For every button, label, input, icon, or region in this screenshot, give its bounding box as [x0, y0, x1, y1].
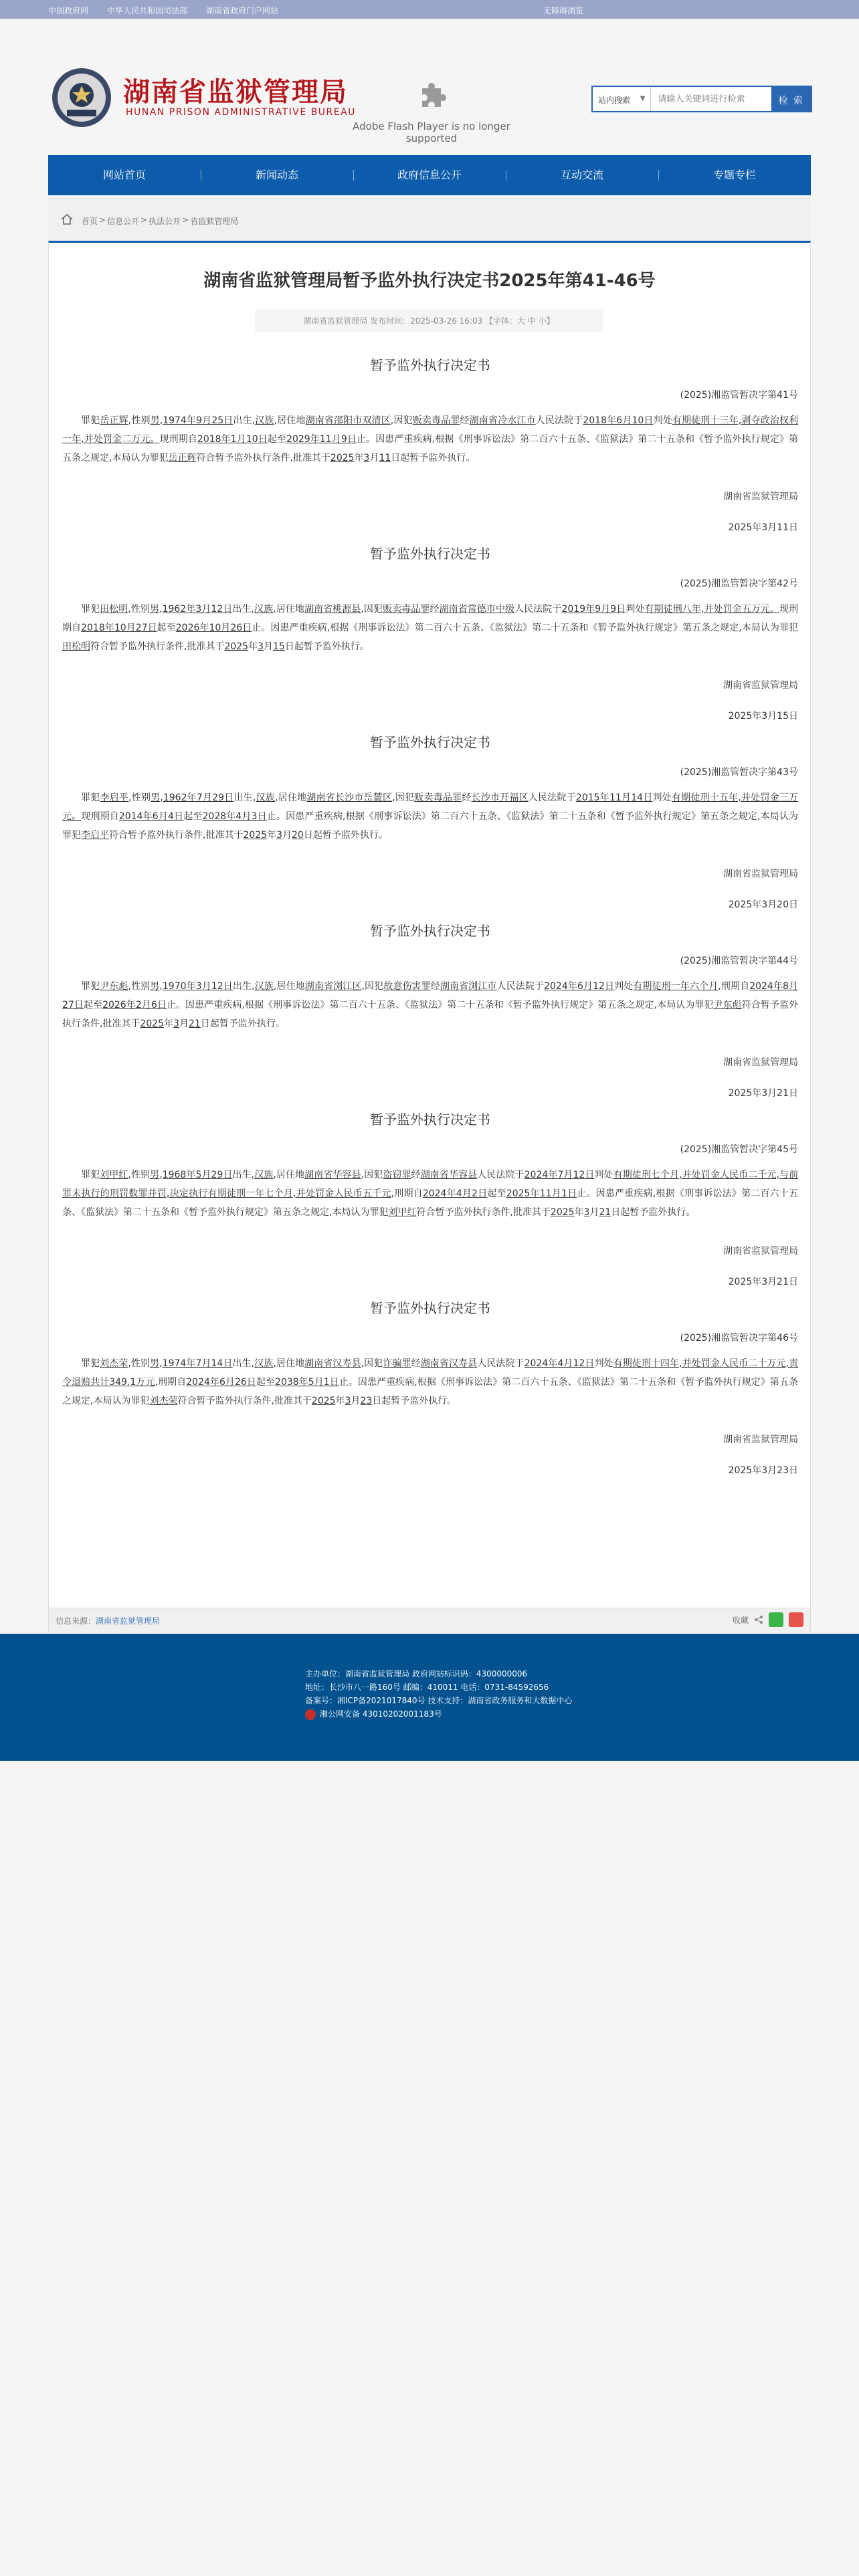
- decision-text-part: 经: [411, 1358, 421, 1369]
- decision-block: [62, 355, 798, 537]
- decision-field: 2024年4月12日: [524, 1358, 595, 1369]
- decision-text-part: 年: [267, 830, 277, 841]
- decision-number: (2025)湘监管暂决字第44号: [680, 956, 798, 966]
- decision-field: 3: [276, 830, 283, 841]
- decision-field: 湖南省长沙市岳麓区: [306, 792, 393, 803]
- decision-text-part: 日起暂予监外执行。: [391, 453, 476, 463]
- decision-field: 男: [150, 1170, 160, 1180]
- decision-field: 21: [189, 1018, 201, 1029]
- decision-number: (2025)湘监管暂决字第42号: [680, 578, 798, 589]
- decision-field: 21: [599, 1207, 611, 1218]
- decision-text-part: ,性别: [128, 415, 151, 426]
- decision-text-part: 止。因患严重疾病,根据《刑事诉讼法》第二百六十五条、《监狱法》第二十五条和《暂予监外执行规定》第五条之规定,本局认为罪犯: [62, 434, 799, 463]
- decision-field: 2018年1月10日: [197, 434, 268, 445]
- article: [48, 241, 811, 1632]
- decision-text-part: 经: [462, 792, 472, 803]
- decision-field: 2018年6月10日: [583, 415, 654, 426]
- decision-text-part: 起至: [256, 1377, 276, 1388]
- decision-text-part: 止。因患严重疾病,根据《刑事诉讼法》第二百六十五条、《监狱法》第二十五条和《暂予监外执行规定》第五条之规定,本局认为罪犯: [62, 811, 799, 841]
- decision-field: 2026年10月26日: [175, 623, 252, 633]
- decision-field: 刘杰荣: [149, 1396, 178, 1406]
- decision-field: 2028年4月3日: [202, 811, 267, 822]
- decision-text-part: 符合暂予监外执行条件,批准其于: [177, 1396, 312, 1406]
- decision-field: 有期徒刑七个月,并处罚金人民币二千元,与前罪未执行的刑罚数罪并罚,决定执行有期徒刑一年七个月,并处罚金人民币五千元: [62, 1170, 799, 1199]
- decision-field: 湖南省汉寿县: [420, 1358, 478, 1369]
- decision-text-part: 月: [282, 830, 292, 841]
- search-input[interactable]: [651, 87, 771, 111]
- decision-field: 2025年11月1日: [506, 1188, 577, 1199]
- decision-signer: 湖南省监狱管理局: [723, 492, 798, 502]
- info-source-link[interactable]: 湖南省监狱管理局: [96, 1616, 161, 1626]
- decision-field: 23: [360, 1396, 373, 1406]
- decision-number: (2025)湘监管暂决字第43号: [680, 767, 798, 778]
- decision-heading: 暂予监外执行决定书: [370, 1111, 490, 1128]
- decision-text-part: 年: [164, 1018, 174, 1029]
- decision-field: 2025: [311, 1396, 336, 1406]
- decision-field: 诈骗罪: [383, 1358, 411, 1369]
- decision-field: 20: [292, 830, 304, 841]
- decision-text-part: ,因犯: [361, 1358, 383, 1369]
- decision-field: 2025: [224, 641, 249, 652]
- decision-field: 有期徒刑一年六个月: [633, 981, 719, 992]
- decision-text-part: ,居住地: [273, 1358, 305, 1369]
- decision-text-part: 起至: [267, 434, 287, 445]
- decision-field: 1968年5月29日: [162, 1170, 233, 1180]
- decision-text-part: 人民法院于: [514, 604, 562, 615]
- decision-field: 湖南省浏江区: [304, 981, 362, 992]
- wechat-share-icon[interactable]: [769, 1612, 783, 1627]
- decision-field: 2025: [330, 453, 355, 463]
- article-body: [62, 355, 798, 1487]
- decision-text-part: 止。因患严重疾病,根据《刑事诉讼法》第二百六十五条、《监狱法》第二十五条和《暂予监外执行规定》第五条之规定,本局认为罪犯: [166, 1000, 714, 1010]
- decision-text-part: 罪犯: [81, 415, 100, 426]
- decision-field: 男: [150, 604, 160, 615]
- top-bar: [0, 0, 859, 19]
- footer-police-record[interactable]: 湘公网安备 43010202001183号: [305, 1707, 572, 1721]
- weibo-share-icon[interactable]: [789, 1612, 803, 1627]
- decision-text-part: 判处: [594, 1358, 613, 1369]
- decision-field: 2024年6月26日: [186, 1377, 256, 1388]
- decision-text-part: 出生,: [232, 1170, 255, 1180]
- decision-heading: 暂予监外执行决定书: [370, 357, 490, 373]
- decision-text-part: ,居住地: [273, 981, 305, 992]
- decision-field: 3: [173, 1018, 180, 1029]
- decision-field: 男: [150, 415, 160, 426]
- decision-text-part: 月: [589, 1207, 599, 1218]
- decision-field: 故意伤害罪: [383, 981, 431, 992]
- decision-text-part: 出生,: [232, 981, 255, 992]
- decision-text-part: 现刑期自: [81, 811, 119, 822]
- footer-info: [305, 1667, 572, 1721]
- nav-item-interaction[interactable]: 互动交流: [506, 155, 658, 195]
- site-title-en: HUNAN PRISON ADMINISTRATIVE BUREAU: [126, 107, 356, 118]
- decision-text-part: 经: [430, 604, 440, 615]
- article-title: 湖南省监狱管理局暂予监外执行决定书2025年第41-46号: [203, 271, 656, 291]
- breadcrumb-path: 首页 > 信息公开 > 执法公开 > 省监狱管理局: [82, 215, 239, 226]
- nav-item-gov-info[interactable]: 政府信息公开: [353, 155, 506, 195]
- decision-block: [62, 544, 798, 726]
- decision-field: 长沙市开福区: [471, 792, 529, 803]
- breadcrumb-info[interactable]: 信息公开: [107, 217, 140, 226]
- decision-field: 1962年3月12日: [162, 604, 233, 615]
- decision-heading: 暂予监外执行决定书: [370, 923, 490, 939]
- info-source-label: 信息来源：: [56, 1616, 96, 1626]
- decision-text-part: 判处: [652, 792, 672, 803]
- article-footer: [49, 1608, 810, 1632]
- decision-text-part: 起至: [487, 1188, 506, 1199]
- decision-text-part: 人民法院于: [477, 1170, 524, 1180]
- decision-field: 1974年7月14日: [162, 1358, 233, 1369]
- decision-text-part: 经: [411, 1170, 421, 1180]
- decision-text-part: 判处: [594, 1170, 613, 1180]
- home-icon[interactable]: [60, 213, 74, 225]
- decision-text-part: 符合暂予监外执行条件,批准其于: [416, 1207, 551, 1218]
- decision-text-part: ,: [159, 415, 163, 426]
- decision-field: 1962年7月29日: [163, 792, 234, 803]
- decision-text-part: 符合暂予监外执行条件,批准其于: [196, 453, 330, 463]
- decision-field: 湖南省桃源县: [304, 604, 361, 615]
- decision-text-part: ,: [159, 981, 163, 992]
- decision-text-part: 判处: [653, 415, 672, 426]
- flash-text: Adobe Flash Player is no longer supported: [353, 120, 510, 144]
- decision-text-part: 日起暂予监外执行。: [200, 1018, 285, 1029]
- decision-text-part: ,: [159, 604, 163, 615]
- decision-text-part: 年: [354, 453, 364, 463]
- decision-field: 2019年9月9日: [561, 604, 626, 615]
- decision-field: 贩卖毒品罪: [412, 415, 460, 426]
- main-nav: [48, 155, 811, 195]
- decision-text-part: ,因犯: [361, 981, 384, 992]
- decision-text-part: ,性别: [128, 604, 151, 615]
- decision-field: 2025: [140, 1018, 165, 1029]
- decision-text-part: ,性别: [128, 792, 151, 803]
- decision-field: 汉族: [254, 604, 274, 615]
- decision-field: 男: [150, 1358, 160, 1369]
- police-emblem-icon[interactable]: [50, 66, 114, 130]
- decision-number: (2025)湘监管暂决字第45号: [680, 1144, 798, 1155]
- decision-signer: 湖南省监狱管理局: [723, 869, 798, 879]
- decision-number: (2025)湘监管暂决字第46号: [680, 1333, 798, 1344]
- decision-text: [62, 977, 798, 1033]
- police-badge-icon: [305, 1709, 316, 1720]
- decision-text-part: 止。因患严重疾病,根据《刑事诉讼法》第二百六十五条、《监狱法》第二十五条和《暂予监外执行规定》第五条之规定,本局认为罪犯: [62, 1377, 798, 1406]
- decision-text: [62, 411, 798, 467]
- decision-text-part: ,因犯: [361, 604, 383, 615]
- decision-field: 刘杰荣: [100, 1358, 128, 1369]
- decision-text-part: 判处: [614, 981, 634, 992]
- decision-text-part: 日起暂予监外执行。: [303, 830, 388, 841]
- decision-text-part: 人民法院于: [535, 415, 583, 426]
- decision-block: [62, 1109, 798, 1291]
- decision-text-part: 人民法院于: [477, 1358, 524, 1369]
- decision-text: [62, 1354, 798, 1410]
- decision-text-part: 年: [248, 641, 258, 652]
- decision-field: 湖南省汉寿县: [304, 1358, 361, 1369]
- decision-field: 2024年7月12日: [524, 1170, 595, 1180]
- favorite-button[interactable]: 收藏: [732, 1615, 749, 1625]
- decision-field: 汉族: [255, 415, 274, 426]
- decision-text-part: ,性别: [128, 1358, 151, 1369]
- decision-field: 湖南省华容县: [420, 1170, 478, 1180]
- decision-field: 有期徒刑十四年,并处罚金人民币二十万元,责令退赔共计349.1万元: [62, 1358, 799, 1388]
- decision-text-part: ,性别: [128, 981, 151, 992]
- decision-field: 贩卖毒品罪: [414, 792, 462, 803]
- decision-text-part: 月: [351, 1396, 361, 1406]
- decision-text-part: 经: [430, 981, 440, 992]
- decision-field: 2029年11月9日: [286, 434, 357, 445]
- decision-text-part: 现刑期自: [159, 434, 197, 445]
- footer-host: 主办单位：湖南省监狱管理局 政府网站标识码：4300000006: [305, 1669, 528, 1679]
- decision-date: 2025年3月21日: [728, 1277, 798, 1287]
- breadcrumb-bureau[interactable]: 省监狱管理局: [190, 217, 239, 226]
- decision-field: 2025: [243, 830, 268, 841]
- decision-field: 岳正辉: [100, 415, 128, 426]
- top-link-hunan[interactable]: 湖南省政府门户网站: [206, 6, 279, 15]
- decision-text-part: 罪犯: [81, 1358, 100, 1369]
- decision-field: 1974年9月25日: [163, 415, 233, 426]
- decision-block: [62, 921, 798, 1103]
- decision-text-part: ,居住地: [273, 1170, 305, 1180]
- site-header: [0, 19, 859, 155]
- decision-text-part: ,居住地: [274, 792, 307, 803]
- decision-text-part: 止。因患严重疾病,根据《刑事诉讼法》第二百六十五条、《监狱法》第二十五条和《暂予监外执行规定》第五条之规定,本局认为罪犯: [252, 623, 799, 633]
- share-bar: [733, 1612, 803, 1627]
- decision-text-part: ,居住地: [273, 604, 304, 615]
- decision-field: 2015年11月14日: [575, 792, 653, 803]
- info-source: [56, 1615, 160, 1626]
- decision-text-part: 符合暂予监外执行条件,批准其于: [109, 830, 244, 841]
- decision-text-part: ,: [160, 792, 163, 803]
- plugin-puzzle-icon: [415, 79, 448, 111]
- decision-field: 男: [151, 792, 161, 803]
- decision-field: 有期徒刑十五年,并处罚金三万元。: [62, 792, 799, 822]
- footer-icp[interactable]: 备案号：湘ICP备2021017840号 技术支持：湖南省政务服务和大数据中心: [305, 1696, 573, 1705]
- decision-text-part: 罪犯: [81, 604, 100, 615]
- search-scope-select[interactable]: [593, 87, 651, 111]
- decision-field: 2026年2月6日: [102, 1000, 167, 1010]
- decision-block: [62, 1298, 798, 1480]
- nav-item-home[interactable]: 网站首页: [102, 169, 146, 181]
- decision-text: [62, 600, 798, 656]
- decision-field: 湖南省常德市中级: [439, 604, 515, 615]
- decision-field: 2014年6月4日: [118, 811, 184, 822]
- site-title-cn[interactable]: 湖南省监狱管理局: [123, 76, 348, 108]
- decision-field: 贩卖毒品罪: [383, 604, 430, 615]
- decision-heading: 暂予监外执行决定书: [370, 734, 490, 750]
- decision-field: 汉族: [254, 1170, 274, 1180]
- decision-text-part: 止。因患严重疾病,根据《刑事诉讼法》第二百六十五条、《监狱法》第二十五条和《暂予监外执行规定》第五条之规定,本局认为罪犯: [62, 1188, 799, 1218]
- decision-field: 2025: [550, 1207, 575, 1218]
- decision-field: 男: [150, 981, 160, 992]
- decision-field: 3: [583, 1207, 590, 1218]
- decision-text-part: 年: [335, 1396, 345, 1406]
- decision-signer: 湖南省监狱管理局: [723, 1434, 798, 1445]
- decision-signer: 湖南省监狱管理局: [723, 1057, 798, 1068]
- decision-text-part: 人民法院于: [496, 981, 545, 992]
- decision-field: 刘甲红: [388, 1207, 417, 1218]
- decision-field: 刘甲红: [100, 1170, 128, 1180]
- decision-text: [62, 1166, 798, 1222]
- decision-field: 田松明: [62, 641, 90, 652]
- flash-placeholder: [335, 79, 529, 144]
- decision-signer: 湖南省监狱管理局: [723, 680, 798, 691]
- decision-field: 李启平: [100, 792, 129, 803]
- decision-text-part: 罪犯: [81, 792, 100, 803]
- share-icon[interactable]: [754, 1615, 763, 1624]
- search-button[interactable]: 检 索: [771, 87, 811, 111]
- decision-date: 2025年3月15日: [728, 711, 798, 722]
- search-scope-label: 站内搜索: [598, 96, 631, 105]
- decision-date: 2025年3月11日: [728, 522, 798, 533]
- top-links: [48, 5, 278, 16]
- decision-field: 湖南省邵阳市双清区: [305, 415, 391, 426]
- decision-field: 2024年8月27日: [62, 981, 799, 1010]
- decision-block: [62, 732, 798, 914]
- decision-field: 湖南省浏江市: [440, 981, 497, 992]
- decision-text-part: 出生,: [232, 1358, 255, 1369]
- decision-field: 湖南省华容县: [304, 1170, 361, 1180]
- decision-text-part: 人民法院于: [528, 792, 576, 803]
- decision-field: 汉族: [254, 981, 274, 992]
- decision-text-part: ,刑期自: [391, 1188, 423, 1199]
- decision-text-part: 罪犯: [81, 981, 100, 992]
- decision-text-part: 符合暂予监外执行条件,批准其于: [62, 1000, 799, 1029]
- article-meta: 湖南省监狱管理局 发布时间：2025-03-26 16:03 【字体：大 中 小】: [255, 310, 603, 332]
- decision-field: 汉族: [256, 792, 275, 803]
- breadcrumb: [48, 198, 811, 241]
- decision-field: 盗窃罪: [383, 1170, 411, 1180]
- decision-field: 3: [363, 453, 370, 463]
- decision-heading: 暂予监外执行决定书: [370, 1300, 490, 1316]
- decision-text-part: 出生,: [233, 792, 256, 803]
- decision-field: 3: [258, 641, 264, 652]
- decision-text-part: ,因犯: [361, 1170, 383, 1180]
- decision-field: 尹东彪: [100, 981, 128, 992]
- decision-text-part: ,居住地: [274, 415, 306, 426]
- decision-number: (2025)湘监管暂决字第41号: [680, 390, 798, 401]
- decision-field: 汉族: [254, 1358, 274, 1369]
- decision-field: 李启平: [81, 830, 109, 841]
- decision-text-part: 起至: [183, 811, 203, 822]
- decision-field: 湖南省冷水江市: [469, 415, 536, 426]
- decision-field: 3: [345, 1396, 351, 1406]
- nav-item-news[interactable]: 新闻动态: [201, 155, 353, 195]
- decision-field: 2018年10月27日: [81, 623, 157, 633]
- decision-text-part: 现刑期自: [62, 604, 799, 633]
- decision-field: 岳正辉: [168, 453, 197, 463]
- decision-text-part: ,因犯: [392, 792, 415, 803]
- search-box: [591, 86, 812, 112]
- decision-date: 2025年3月23日: [728, 1465, 798, 1476]
- decision-text-part: ,因犯: [390, 415, 413, 426]
- decision-field: 2024年6月12日: [544, 981, 615, 992]
- decision-text: [62, 788, 798, 845]
- decision-text-part: 出生,: [232, 604, 254, 615]
- decision-text-part: ,: [159, 1170, 163, 1180]
- decision-text-part: 日起暂予监外执行。: [611, 1207, 696, 1218]
- nav-item-special[interactable]: 专题专栏: [658, 155, 811, 195]
- decision-field: 有期徒刑十三年,剥夺政治权利一年,并处罚金二万元。: [62, 415, 799, 445]
- decision-signer: 湖南省监狱管理局: [723, 1246, 798, 1257]
- top-link-gov[interactable]: 中国政府网: [48, 6, 89, 15]
- breadcrumb-home[interactable]: 首页: [82, 217, 98, 226]
- site-footer: [0, 1634, 859, 1761]
- decision-date: 2025年3月21日: [728, 1088, 798, 1099]
- decision-field: 有期徒刑八年,并处罚金五万元。: [644, 604, 780, 615]
- decision-text-part: 出生,: [233, 415, 256, 426]
- decision-heading: 暂予监外执行决定书: [370, 546, 490, 562]
- top-link-moj[interactable]: 中华人民共和国司法部: [107, 6, 188, 15]
- decision-text-part: ,刑期自: [155, 1377, 187, 1388]
- decision-text-part: 年: [574, 1207, 584, 1218]
- decision-text-part: ,刑期自: [718, 981, 750, 992]
- breadcrumb-enforcement[interactable]: 执法公开: [149, 217, 181, 226]
- decision-text-part: 判处: [626, 604, 645, 615]
- decision-date: 2025年3月20日: [728, 899, 798, 910]
- decision-field: 11: [379, 453, 391, 463]
- accessible-browse-link[interactable]: 无障碍浏览: [543, 6, 584, 15]
- decision-text-part: 起至: [83, 1000, 103, 1010]
- chevron-down-icon: ▼: [640, 95, 646, 102]
- decision-text-part: ,性别: [128, 1170, 151, 1180]
- decision-text-part: 月: [369, 453, 379, 463]
- decision-text-part: 日起暂予监外执行。: [372, 1396, 457, 1406]
- decision-text-part: 起至: [157, 623, 176, 633]
- decision-field: 田松明: [100, 604, 128, 615]
- decision-text-part: 经: [460, 415, 470, 426]
- decision-text-part: 日起暂予监外执行。: [284, 641, 369, 652]
- decision-field: 1970年3月12日: [162, 981, 233, 992]
- decision-field: 尹东彪: [713, 1000, 742, 1010]
- decision-text-part: 符合暂予监外执行条件,批准其于: [90, 641, 225, 652]
- decision-text-part: 罪犯: [81, 1170, 100, 1180]
- decision-field: 15: [273, 641, 285, 652]
- decision-field: 2038年5月1日: [275, 1377, 339, 1388]
- decision-text-part: ,: [159, 1358, 163, 1369]
- decision-text-part: 月: [179, 1018, 189, 1029]
- decision-text-part: 月: [264, 641, 274, 652]
- footer-address: 地址：长沙市八一路160号 邮编：410011 电话：0731-84592656: [305, 1683, 549, 1692]
- decision-field: 2024年4月2日: [422, 1188, 488, 1199]
